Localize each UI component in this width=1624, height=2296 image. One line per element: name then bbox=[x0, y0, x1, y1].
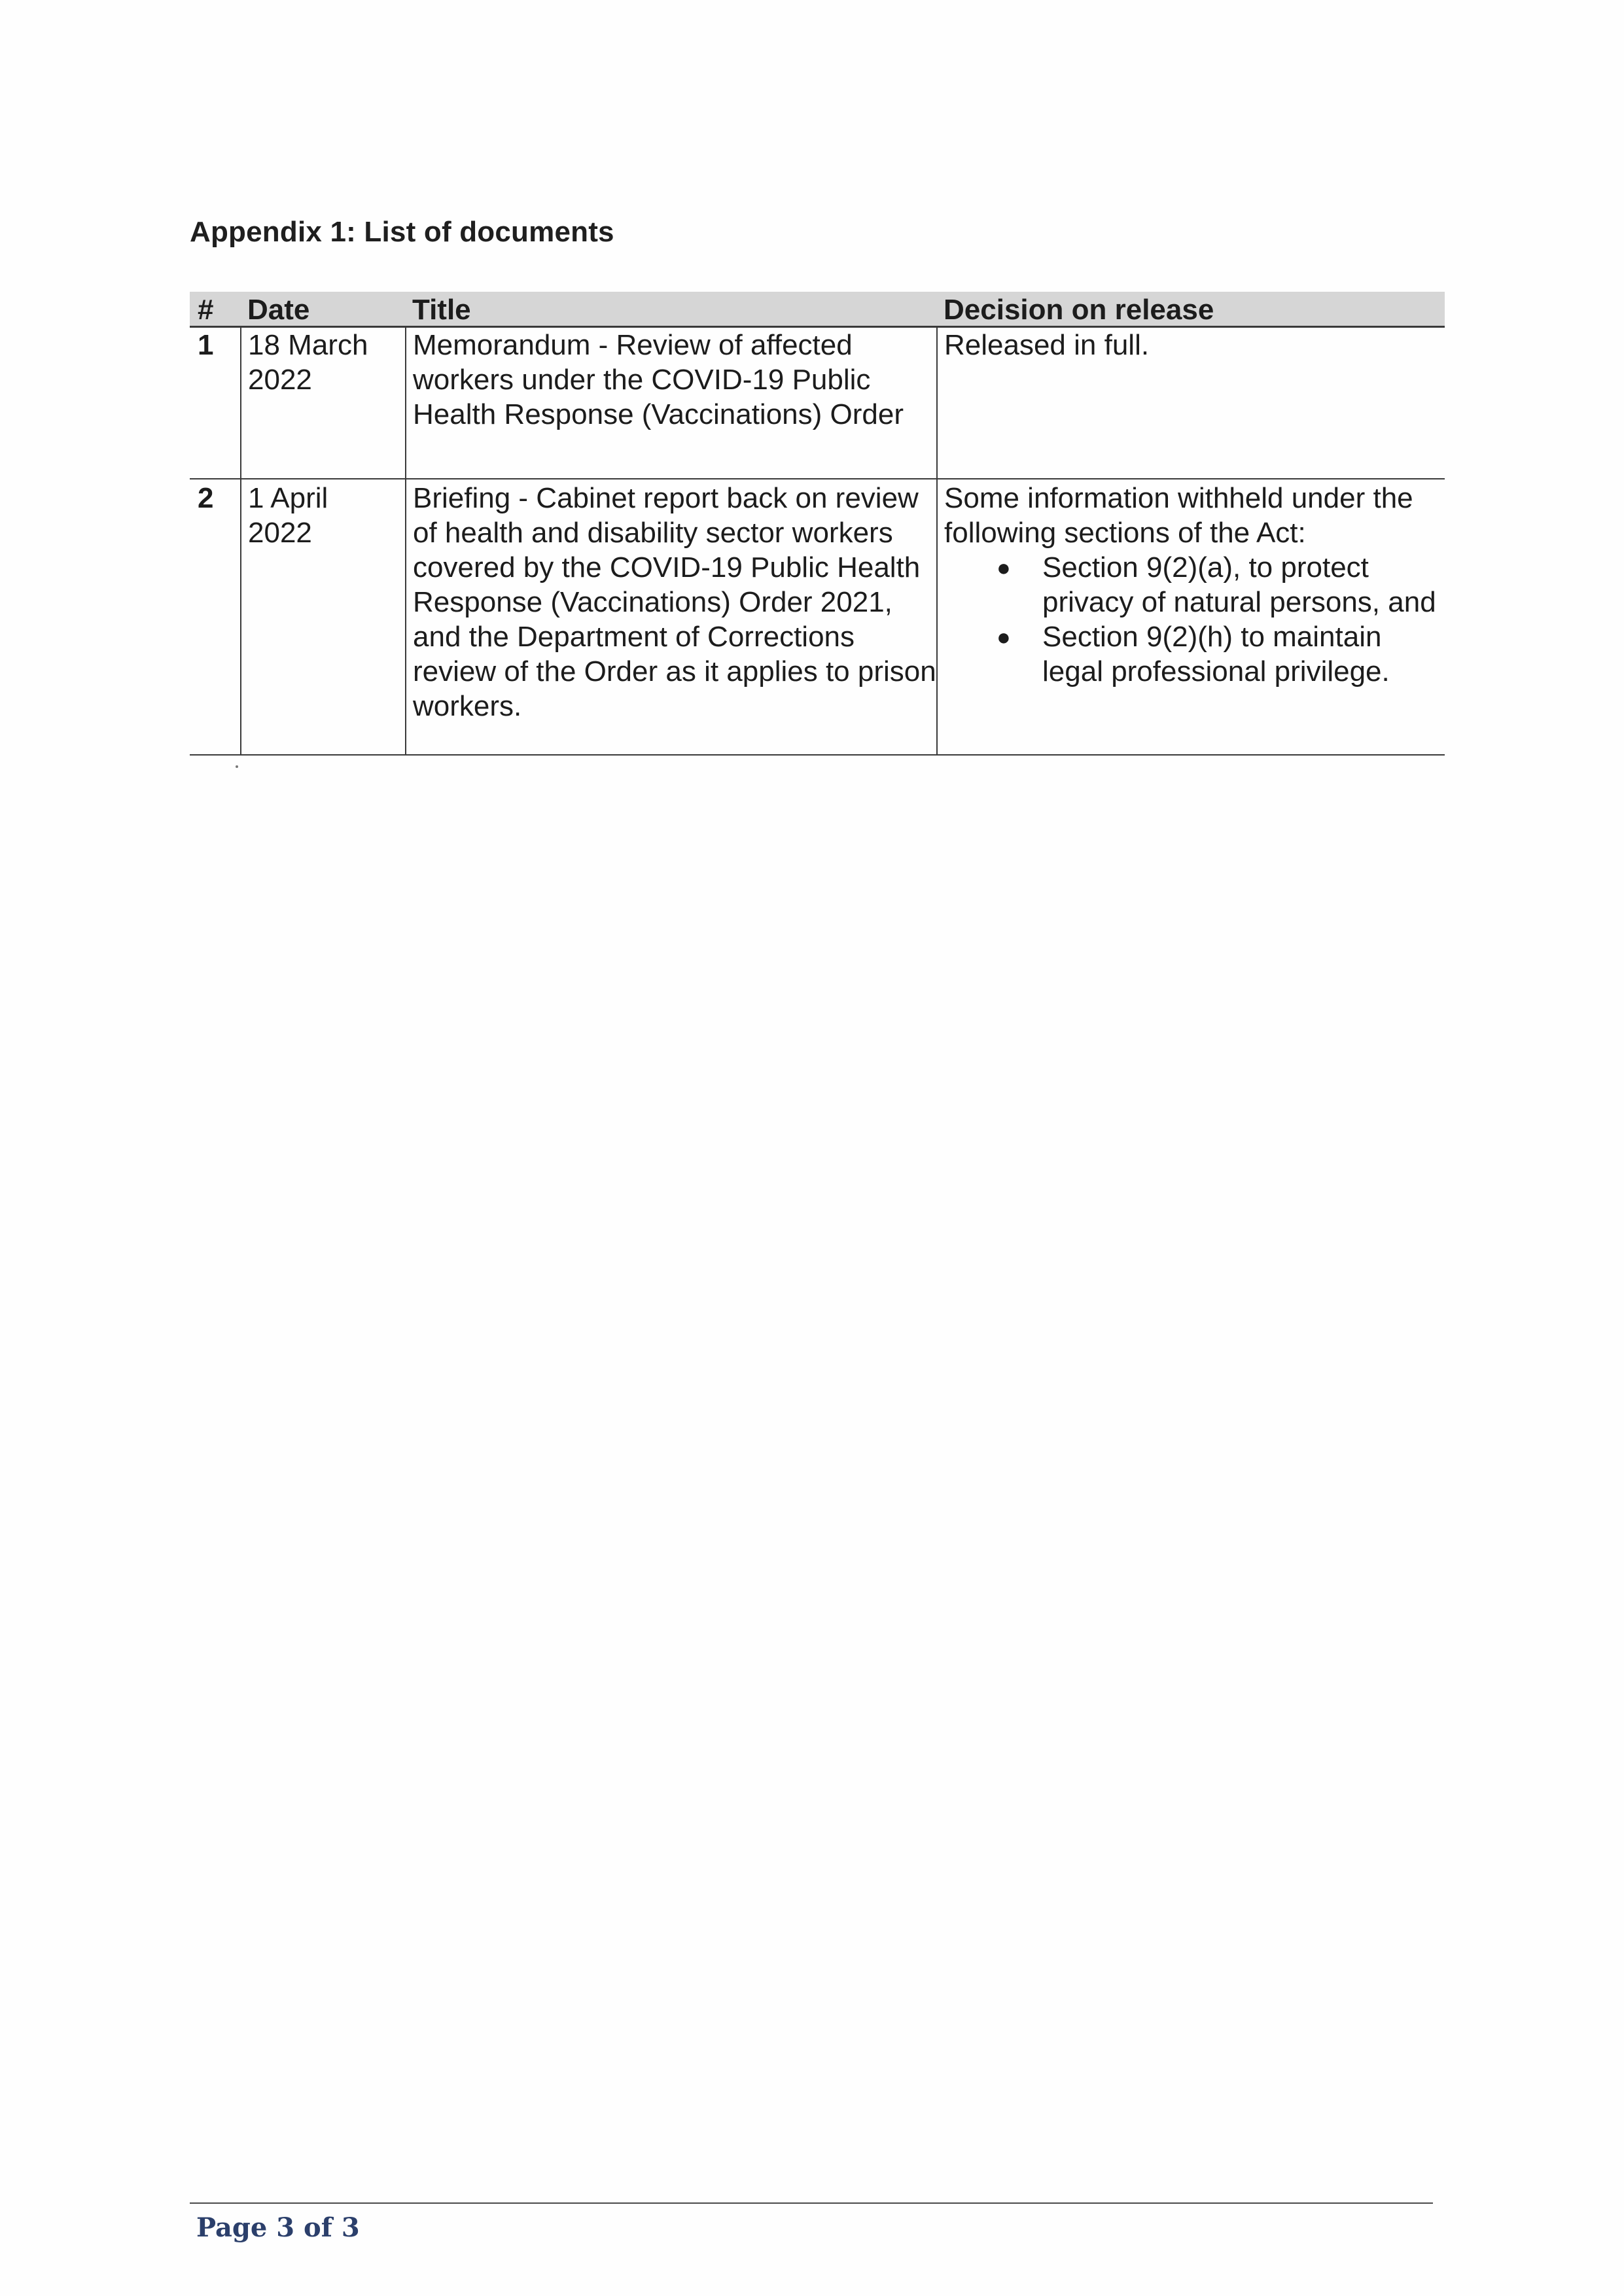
reason-text: Section 9(2)(h) to maintain legal professional privilege. bbox=[1042, 621, 1390, 687]
table-header-row bbox=[190, 292, 1445, 327]
row-date bbox=[241, 479, 406, 755]
row-date-line1: 18 March bbox=[248, 329, 368, 361]
row-date bbox=[241, 327, 406, 479]
row-decision bbox=[937, 479, 1445, 755]
bullet-icon: ● bbox=[997, 623, 1011, 650]
page-number: Page 3 of 3 bbox=[196, 2212, 360, 2243]
column-header-date: Date bbox=[241, 292, 406, 327]
decision-text: Some information withheld under the following sections of the Act: bbox=[944, 482, 1413, 549]
list-item bbox=[997, 550, 1445, 619]
row-decision bbox=[937, 327, 1445, 479]
footer-divider bbox=[190, 2202, 1433, 2204]
column-header-title: Title bbox=[406, 292, 937, 327]
bullet-icon: ● bbox=[997, 554, 1011, 581]
scan-speck bbox=[236, 765, 238, 768]
row-date-line1: 1 April bbox=[248, 482, 328, 514]
decision-text: Released in full. bbox=[944, 329, 1150, 361]
row-title: Briefing - Cabinet report back on review of health and disability sector workers covered by the COVID-19 Public Health Response (Vaccinations) Order 2021, and the Department of Corrections review of the Order as it applies to prison workers. bbox=[406, 479, 937, 755]
row-title: Memorandum - Review of affected workers under the COVID-19 Public Health Response (Vaccinations) Order bbox=[406, 327, 937, 479]
list-item bbox=[997, 619, 1445, 689]
column-header-decision: Decision on release bbox=[937, 292, 1445, 327]
row-date-line2: 2022 bbox=[248, 517, 312, 549]
reason-text: Section 9(2)(a), to protect privacy of natural persons, and bbox=[1042, 551, 1436, 618]
row-number: 1 bbox=[190, 327, 241, 479]
table-row bbox=[190, 327, 1445, 479]
withholding-reasons-list bbox=[944, 550, 1445, 689]
row-date-line2: 2022 bbox=[248, 364, 312, 396]
documents-table bbox=[190, 292, 1445, 756]
row-number: 2 bbox=[190, 479, 241, 755]
appendix-heading: Appendix 1: List of documents bbox=[190, 216, 614, 248]
column-header-number: # bbox=[190, 292, 241, 327]
table-row bbox=[190, 479, 1445, 755]
